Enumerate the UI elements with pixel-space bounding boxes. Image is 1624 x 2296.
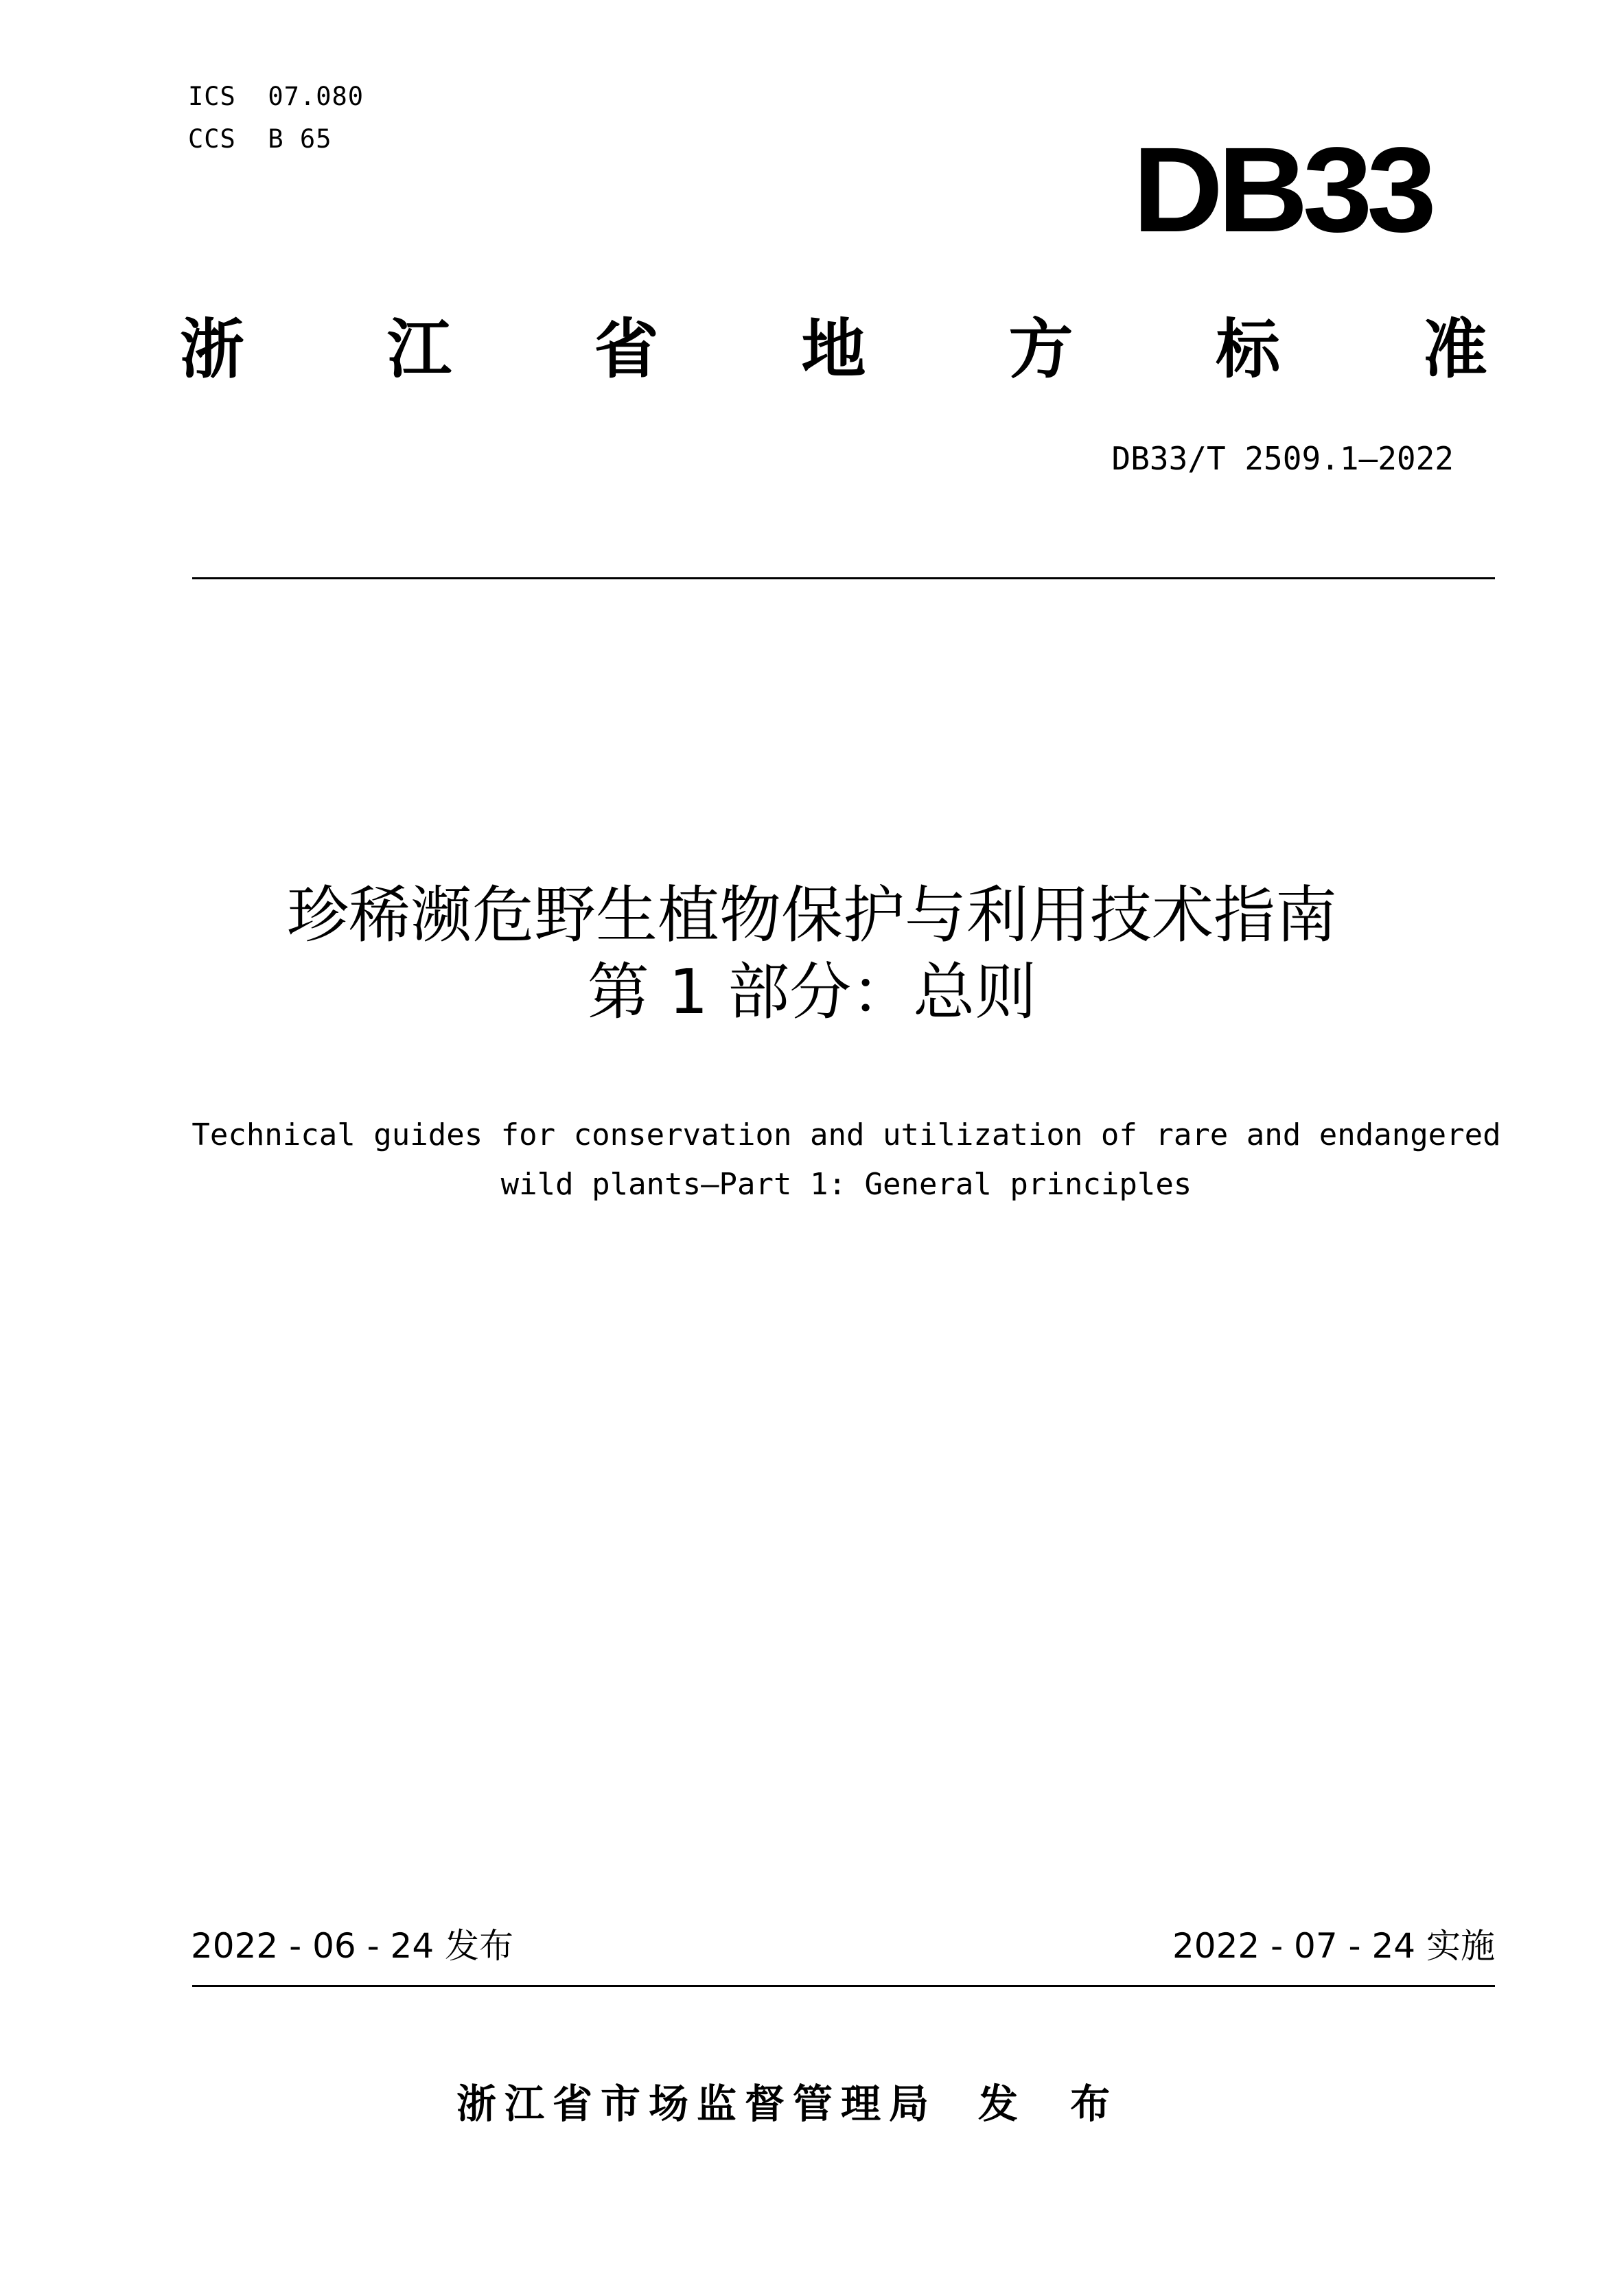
db33-logo: DB33 <box>1133 123 1431 257</box>
classification-codes <box>188 76 364 161</box>
standard-code: DB33/T 2509.1—2022 <box>1111 440 1454 477</box>
category-char: 标 <box>1216 312 1281 387</box>
category-char: 省 <box>594 312 659 387</box>
implementation-date: 2022 - 07 - 24 实施 <box>1172 1926 1495 1966</box>
english-title-line-1: Technical guides for conservation and utilization of rare and endangered <box>192 1117 1501 1152</box>
english-title-line-2: wild plants—Part 1: General principles <box>500 1167 1192 1202</box>
category-char: 浙 <box>180 312 245 387</box>
ics-code: ICS 07.080 <box>188 82 364 111</box>
category-char: 准 <box>1422 312 1487 387</box>
bottom-divider <box>192 1985 1495 1987</box>
issue-date: 2022 - 06 - 24 发布 <box>191 1926 514 1966</box>
category-char: 江 <box>386 312 452 387</box>
publisher-name: 浙江省市场监督管理局 <box>456 2080 938 2127</box>
standard-category-heading <box>180 309 1487 391</box>
english-title <box>172 1111 1521 1209</box>
top-divider <box>192 577 1495 579</box>
chinese-title <box>137 877 1487 1031</box>
ccs-code: CCS B 65 <box>188 124 332 154</box>
publisher-line <box>456 2076 1129 2131</box>
category-char: 方 <box>1008 312 1074 387</box>
chinese-title-line-1: 珍稀濒危野生植物保护与利用技术指南 <box>287 879 1337 951</box>
category-char: 地 <box>801 312 866 387</box>
publisher-action: 发 布 <box>978 2080 1130 2127</box>
chinese-title-line-2: 第 1 部分：总则 <box>587 956 1037 1028</box>
